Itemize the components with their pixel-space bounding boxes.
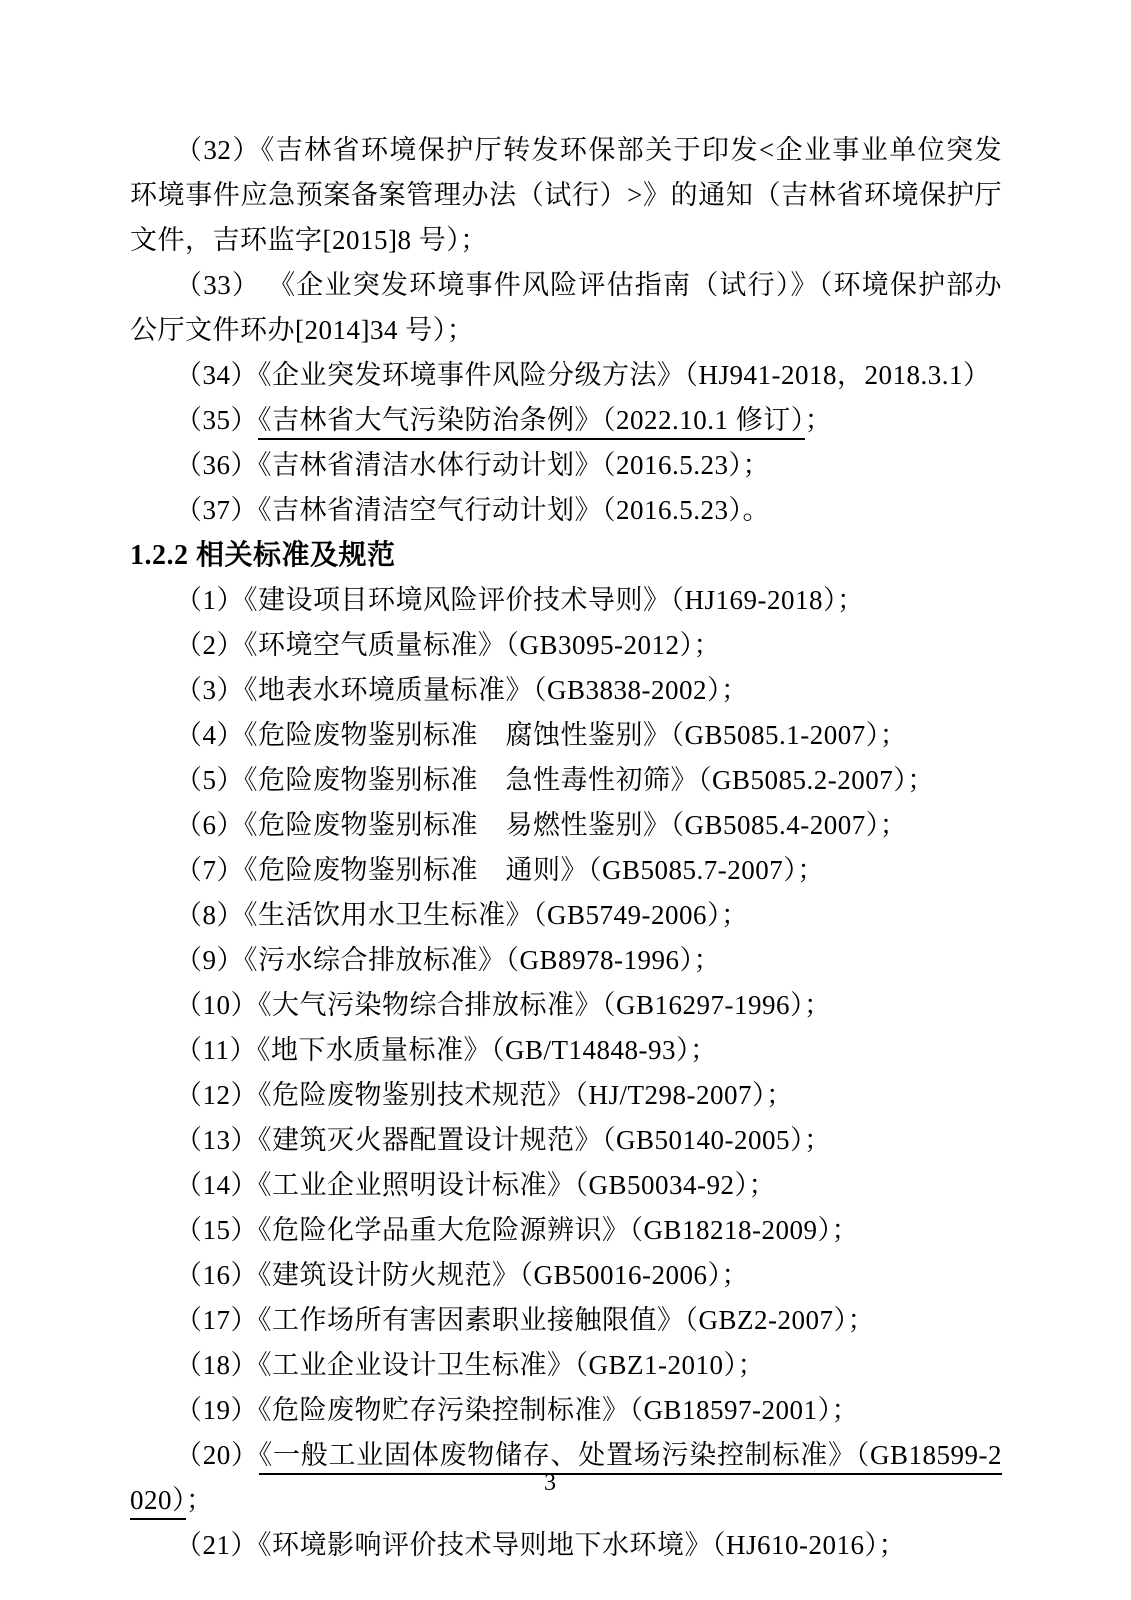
text-run: （16）《建筑设计防火规范》（GB50016-2006）； bbox=[175, 1260, 749, 1290]
text-run: （19）《危险废物贮存污染控制标准》（GB18597-2001）； bbox=[175, 1395, 859, 1425]
list-item-3 bbox=[130, 668, 1002, 713]
list-item-14 bbox=[130, 1163, 1002, 1208]
text-run: （34）《企业突发环境事件风险分级方法》（HJ941-2018，2018.3.1） bbox=[175, 360, 991, 390]
list-item-1 bbox=[130, 578, 1002, 623]
text-run: （33） 《企业突发环境事件风险评估指南（试行）》（环境保护部办公厅文件环办[2014]34 号）； bbox=[130, 270, 1002, 345]
text-run: （15）《危险化学品重大危险源辨识》（GB18218-2009）； bbox=[175, 1215, 859, 1245]
text-run: （35） bbox=[175, 405, 258, 435]
list-item-7 bbox=[130, 848, 1002, 893]
underlined-text: 《吉林省大气污染防治条例》（2022.10.1 修订） bbox=[258, 405, 805, 440]
text-run: （8）《生活饮用水卫生标准》（GB5749-2006）； bbox=[175, 900, 749, 930]
text-run: （11）《地下水质量标准》（GB/T14848-93）； bbox=[175, 1035, 718, 1065]
list-item-21 bbox=[130, 1523, 1002, 1568]
list-item-15 bbox=[130, 1208, 1002, 1253]
text-run: （14）《工业企业照明设计标准》（GB50034-92）； bbox=[175, 1170, 776, 1200]
document-content bbox=[130, 128, 1002, 1568]
page-number: 3 bbox=[544, 1470, 556, 1496]
list-item-9 bbox=[130, 938, 1002, 983]
text-run: （36）《吉林省清洁水体行动计划》（2016.5.23）； bbox=[175, 450, 770, 480]
text-run: （10）《大气污染物综合排放标准》（GB16297-1996）； bbox=[175, 990, 832, 1020]
text-run: （2）《环境空气质量标准》（GB3095-2012）； bbox=[175, 630, 721, 660]
list-item-10 bbox=[130, 983, 1002, 1028]
text-run: （13）《建筑灭火器配置设计规范》（GB50140-2005）； bbox=[175, 1125, 832, 1155]
list-item-2 bbox=[130, 623, 1002, 668]
list-item-34 bbox=[130, 353, 1002, 398]
text-run: （6）《危险废物鉴别标准 易燃性鉴别》（GB5085.4-2007）； bbox=[175, 810, 908, 840]
section-heading-1-2-2 bbox=[130, 533, 1002, 578]
list-item-32 bbox=[130, 128, 1002, 263]
text-run: （7）《危险废物鉴别标准 通则》（GB5085.7-2007）； bbox=[175, 855, 825, 885]
list-item-11 bbox=[130, 1028, 1002, 1073]
text-run: （18）《工业企业设计卫生标准》（GBZ1-2010）； bbox=[175, 1350, 765, 1380]
underlined-text: 《一般工业固体废物储存、处置场污染控制标准》（GB18599-2020） bbox=[130, 1440, 1002, 1520]
list-item-6 bbox=[130, 803, 1002, 848]
text-run: （3）《地表水环境质量标准》（GB3838-2002）； bbox=[175, 675, 749, 705]
list-item-8 bbox=[130, 893, 1002, 938]
text-run: （20） bbox=[175, 1440, 259, 1470]
text-run: （21）《环境影响评价技术导则地下水环境》（HJ610-2016）； bbox=[175, 1530, 906, 1560]
text-run: ； bbox=[186, 1485, 214, 1515]
list-item-5 bbox=[130, 758, 1002, 803]
list-item-19 bbox=[130, 1388, 1002, 1433]
list-item-16 bbox=[130, 1253, 1002, 1298]
text-run: 1.2.2 相关标准及规范 bbox=[130, 540, 396, 571]
text-run: ； bbox=[804, 405, 833, 435]
text-run: （32）《吉林省环境保护厅转发环保部关于印发<企业事业单位突发环境事件应急预案备案管理办法（试行）>》的通知（吉林省环境保护厅文件，吉环监字[2015]8 号）； bbox=[130, 135, 1002, 255]
list-item-37 bbox=[130, 488, 1002, 533]
list-item-18 bbox=[130, 1343, 1002, 1388]
text-run: （37）《吉林省清洁空气行动计划》（2016.5.23）。 bbox=[175, 495, 770, 525]
list-item-4 bbox=[130, 713, 1002, 758]
text-run: （1）《建设项目环境风险评价技术导则》（HJ169-2018）； bbox=[175, 585, 865, 615]
list-item-17 bbox=[130, 1298, 1002, 1343]
list-item-33 bbox=[130, 263, 1002, 353]
text-run: （4）《危险废物鉴别标准 腐蚀性鉴别》（GB5085.1-2007）； bbox=[175, 720, 908, 750]
list-item-13 bbox=[130, 1118, 1002, 1163]
text-run: （12）《危险废物鉴别技术规范》（HJ/T298-2007）； bbox=[175, 1080, 794, 1110]
list-item-35 bbox=[130, 398, 1002, 443]
list-item-36 bbox=[130, 443, 1002, 488]
text-run: （9）《污水综合排放标准》（GB8978-1996）； bbox=[175, 945, 721, 975]
list-item-12 bbox=[130, 1073, 1002, 1118]
text-run: （5）《危险废物鉴别标准 急性毒性初筛》（GB5085.2-2007）； bbox=[175, 765, 935, 795]
text-run: （17）《工作场所有害因素职业接触限值》（GBZ2-2007）； bbox=[175, 1305, 875, 1335]
